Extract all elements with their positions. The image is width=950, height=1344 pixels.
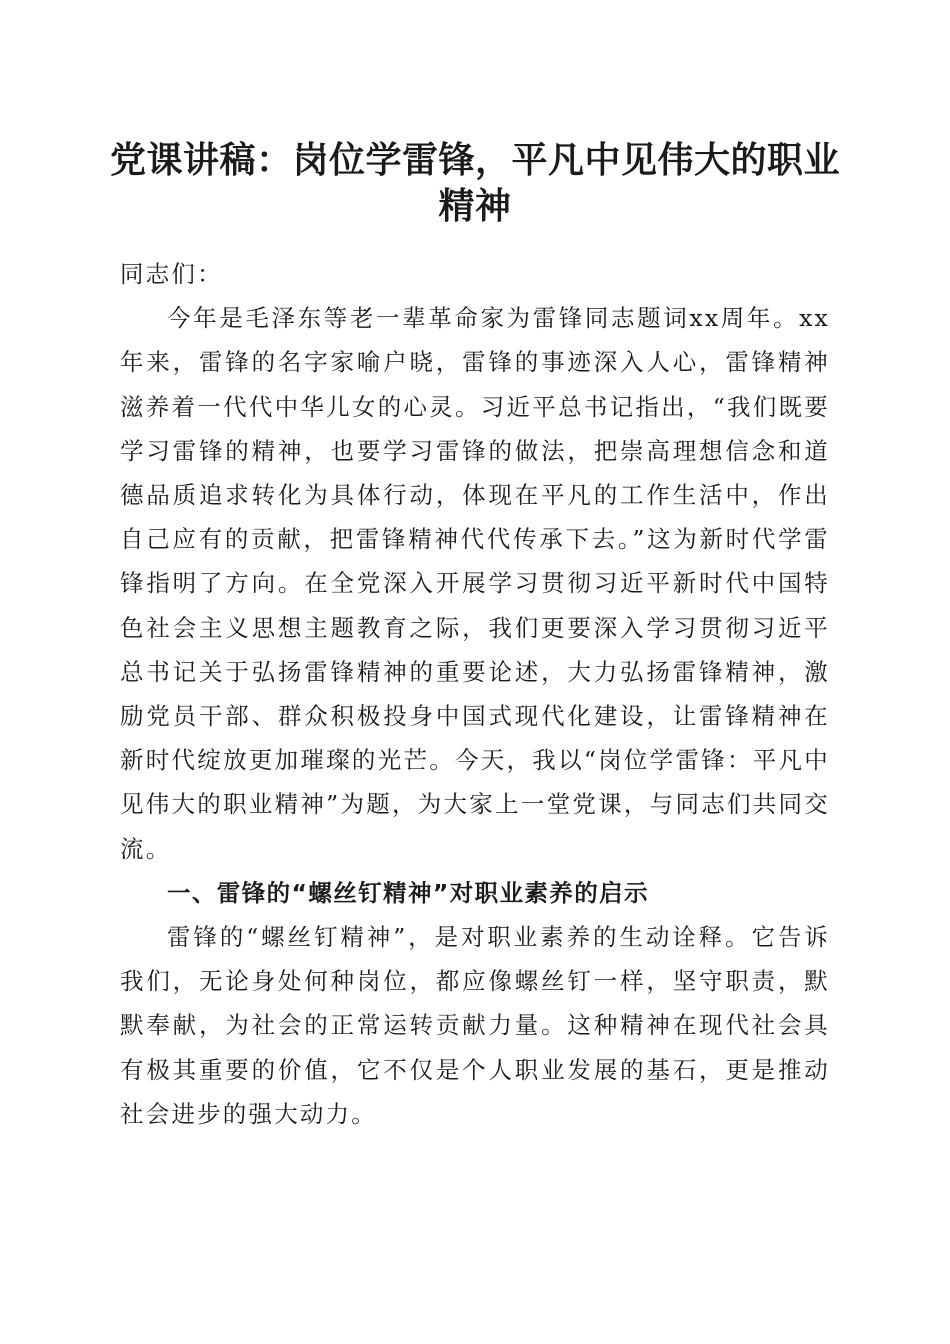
intro-paragraph: 今年是毛泽东等老一辈革命家为雷锋同志题词xx周年。xx年来，雷锋的名字家喻户晓，雷锋的事迹深入人心，雷锋精神滋养着一代代中华儿女的心灵。习近平总书记指出，“我们既要学习雷锋的精神，也要学习雷锋的做法，把崇高理想信念和道德品质追求转化为具体行动，体现在平凡的工作生活中，作出自己应有的贡献，把雷锋精神代代传承下去。”这为新时代学雷锋指明了方向。在全党深入开展学习贯彻习近平新时代中国特色社会主义思想主题教育之际，我们更要深入学习贯彻习近平总书记关于弘扬雷锋精神的重要论述，大力弘扬雷锋精神，激励党员干部、群众积极投身中国式现代化建设，让雷锋精神在新时代绽放更加璀璨的光芒。今天，我以“岗位学雷锋：平凡中见伟大的职业精神”为题，为大家上一堂党课，与同志们共同交流。 [120, 304, 830, 863]
section-heading: 一、雷锋的“螺丝钉精神”对职业素养的启示 [167, 878, 649, 907]
document-body [120, 252, 830, 1136]
document-title: 党课讲稿：岗位学雷锋，平凡中见伟大的职业精神 [109, 139, 840, 227]
section-paragraph: 雷锋的“螺丝钉精神”，是对职业素养的生动诠释。它告诉我们，无论身处何种岗位，都应像螺丝钉一样，坚守职责，默默奉献，为社会的正常运转贡献力量。这种精神在现代社会具有极其重要的价值，它不仅是个人职业发展的基石，更是推动社会进步的强大动力。 [120, 923, 830, 1128]
salutation: 同志们： [120, 260, 223, 288]
